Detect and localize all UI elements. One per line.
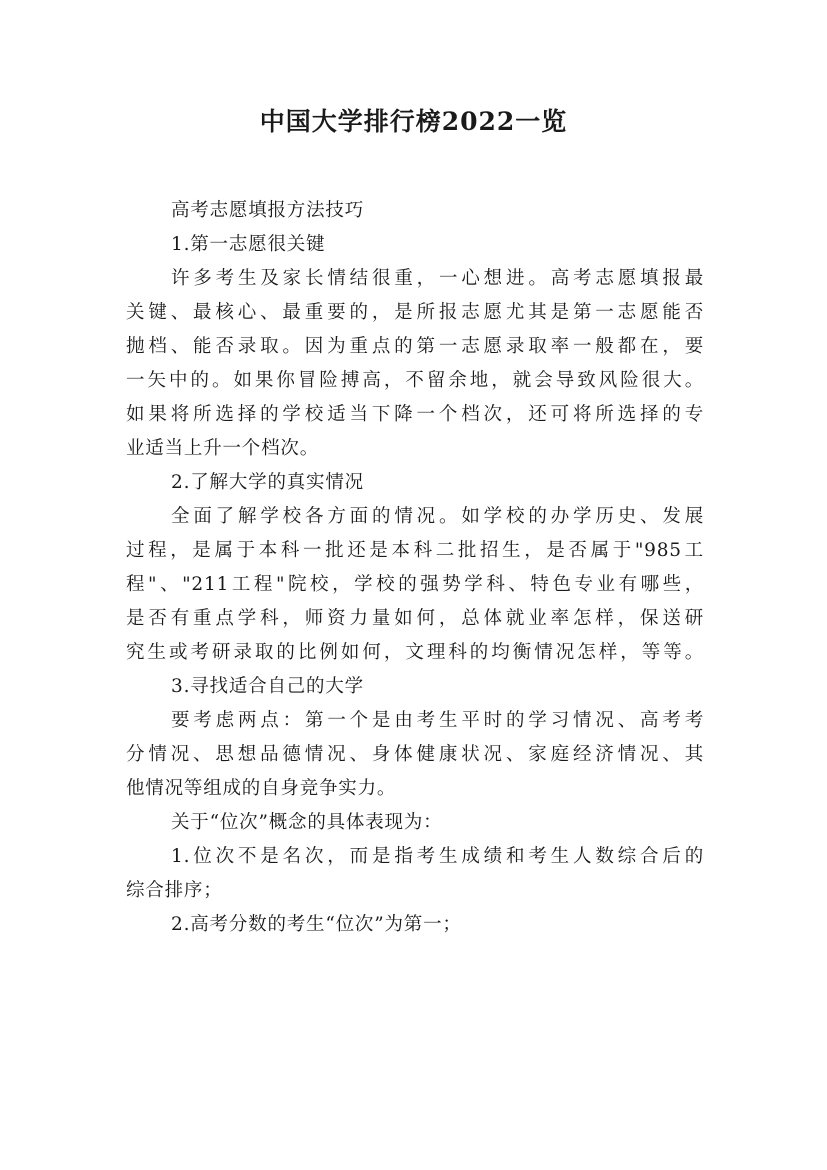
paragraph-line: 过程，是属于本科一批还是本科二批招生，是否属于"985工 [126, 540, 704, 561]
section-heading-tips: 高考志愿填报方法技巧 [171, 200, 365, 221]
paragraph-line: 究生或考研录取的比例如何，文理科的均衡情况怎样，等等。 [126, 642, 704, 663]
paragraph-line: 关键、最核心、最重要的，是所报志愿尤其是第一志愿能否 [126, 302, 704, 323]
paragraph-line: 他情况等组成的自身竞争实力。 [126, 778, 397, 799]
document-body [126, 194, 704, 942]
paragraph-line: 业适当上升一个档次。 [126, 438, 320, 459]
paragraph-line: 程"、"211工程"院校，学校的强势学科、特色专业有哪些， [126, 574, 704, 595]
subheading-find-suitable-university: 3.寻找适合自己的大学 [171, 676, 364, 697]
paragraph-line: 如果将所选择的学校适当下降一个档次，还可将所选择的专 [126, 404, 704, 425]
paragraph-line: 要考虑两点：第一个是由考生平时的学习情况、高考考 [171, 710, 704, 731]
paragraph-line: 关于“位次”概念的具体表现为： [171, 812, 443, 833]
list-item: 1.位次不是名次，而是指考生成绩和考生人数综合后的 [171, 846, 704, 867]
paragraph-line: 抛档、能否录取。因为重点的第一志愿录取率一般都在，要 [126, 336, 704, 357]
document-title: 中国大学排行榜2022一览 [259, 107, 568, 136]
list-item: 2.高考分数的考生“位次”为第一； [171, 914, 462, 935]
subheading-first-choice: 1.第一志愿很关键 [171, 234, 326, 255]
paragraph-line: 一矢中的。如果你冒险搏高，不留余地，就会导致风险很大。 [126, 370, 704, 391]
subheading-understand-university: 2.了解大学的真实情况 [171, 472, 364, 493]
paragraph-line: 许多考生及家长情结很重，一心想进。高考志愿填报最 [171, 268, 704, 289]
paragraph-line: 全面了解学校各方面的情况。如学校的办学历史、发展 [171, 506, 704, 527]
paragraph-line: 是否有重点学科，师资力量如何，总体就业率怎样，保送研 [126, 608, 704, 629]
paragraph-line: 分情况、思想品德情况、身体健康状况、家庭经济情况、其 [126, 744, 704, 765]
list-item-continuation: 综合排序； [126, 880, 223, 901]
